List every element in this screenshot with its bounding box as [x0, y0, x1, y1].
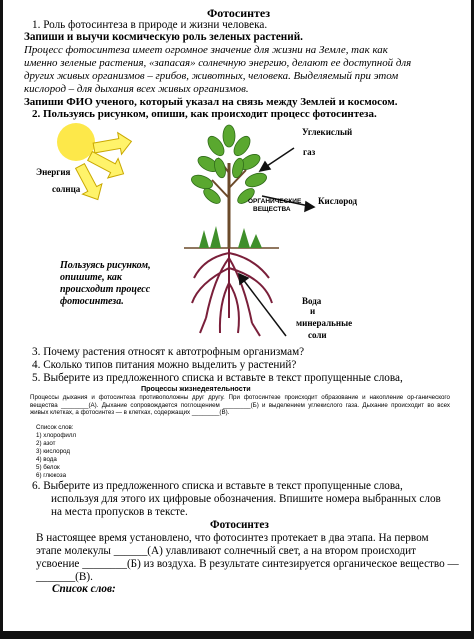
inset-item: 4) вода [36, 456, 57, 463]
q1-text-line-3: других живых организмов – грибов, животных, человека. Выделяемый при этом [24, 70, 399, 82]
question-6-line-1: 6. Выберите из предложенного списка и вставьте в текст пропущенные слова, [32, 480, 403, 492]
label-co2-line-2: газ [303, 147, 316, 157]
page-border-left [0, 0, 3, 639]
question-1-task: Запиши и выучи космическую роль зеленых растений. [24, 31, 303, 43]
question-1-task-2: Запиши ФИО ученого, который указал на связь между Землей и космосом. [24, 96, 398, 108]
label-water-line-4: соли [308, 330, 327, 340]
label-oxygen: Кислород [318, 196, 358, 206]
subtitle: Фотосинтез [210, 519, 269, 531]
inset-item: 3) кислород [36, 448, 70, 455]
q1-text-line-2: именно зеленые растения, «запасая» солнечную энергию, делают ее доступной для [24, 57, 412, 69]
page-title: Фотосинтез [207, 6, 271, 20]
inset-item: 5) белок [36, 464, 60, 471]
label-water-line-1: Вода [302, 296, 322, 306]
sun-icon [57, 123, 95, 161]
question-6-line-2: используя для этого их цифровые обозначения. Впишите номера выбранных слов [51, 493, 441, 505]
inset-paragraph: Процессы дыхания и фотосинтеза противоположны друг другу. При фотосинтезе происходит образование и накопление ор-ганического вещества ________(А). Дыхание сопровождается поглощением ________(Б) и выделением углекислого газа. Дыхание происходит во всех живых клетках, а фотосинтез — в клетках, содержащих ________(В). [30, 394, 450, 417]
q1-text-line-1: Процесс фотосинтеза имеет огромное значение для жизни на Земле, так как [24, 44, 388, 56]
q1-text-line-4: кислород – для дыхания всех живых организмов. [24, 83, 249, 95]
word-list-label: Список слов: [52, 583, 116, 595]
inset-item: 6) глюкоза [36, 472, 67, 479]
question-5: 5. Выберите из предложенного списка и вставьте в текст пропущенные слова, [32, 372, 403, 384]
question-3: 3. Почему растения относят к автотрофным организмам? [32, 346, 305, 358]
question-1: 1. Роль фотосинтеза в природе и жизни человека. [32, 19, 268, 31]
diagram-prompt: Пользуясь рисунком, опишите, как происходит процесс фотосинтеза. [60, 260, 151, 307]
inset-item: 2) азот [36, 440, 56, 447]
roots-icon [192, 248, 272, 336]
para2-line-3: усвоение ________(Б) из воздуха. В результате синтезируется органическое вещество — [36, 558, 459, 570]
label-energy-line-2: солнца [52, 184, 81, 194]
para2-line-4: _______(В). [36, 571, 93, 583]
para2-line-2: этапе молекулы ______(А) улавливают солнечный свет, а на втором происходит [36, 545, 417, 557]
inset-list-title: Список слов: [36, 424, 74, 431]
label-organic-line-2: ВЕЩЕСТВА [253, 206, 291, 213]
inset-item: 1) хлорофилл [36, 432, 77, 439]
label-water-line-2: и [310, 306, 316, 316]
question-2: 2. Пользуясь рисунком, опиши, как происходит процесс фотосинтеза. [32, 108, 377, 120]
question-6-line-3: на места пропусков в тексте. [51, 506, 188, 518]
label-energy-line-1: Энергия [36, 167, 71, 177]
page-border-bottom [0, 631, 474, 639]
label-water-line-3: минеральные [296, 318, 353, 328]
label-organic-line-1: ОРГАНИЧЕСКИЕ [248, 198, 302, 205]
para2-line-1: В настоящее время установлено, что фотосинтез протекает в два этапа. На первом [36, 532, 429, 544]
label-co2-line-1: Углекислый [302, 127, 353, 137]
inset-title: Процессы жизнедеятельности [141, 384, 251, 393]
question-4: 4. Сколько типов питания можно выделить у растений? [32, 359, 297, 371]
